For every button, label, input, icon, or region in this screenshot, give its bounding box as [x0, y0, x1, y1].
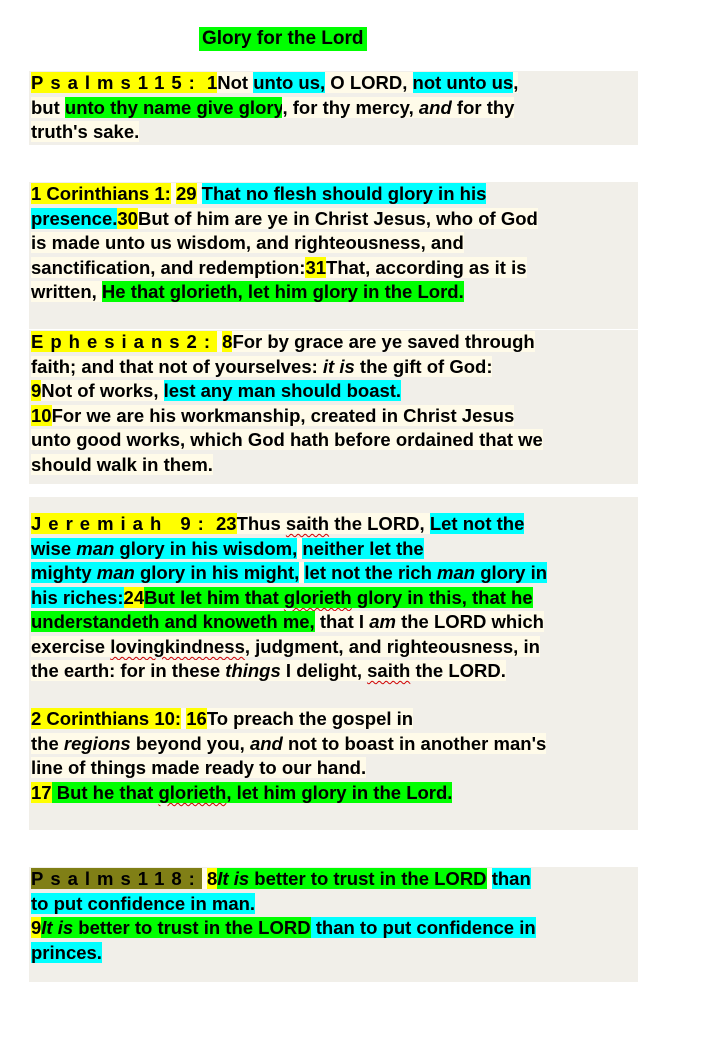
- verse-reference: 1 Corinthians 1:: [31, 183, 171, 204]
- verse-line: Jeremiah 9: 23Thus saith the LORD, Let not the: [31, 513, 525, 534]
- verse-number: 30: [117, 208, 138, 229]
- verse-line: the earth: for in these things I delight, saith the LORD.: [31, 660, 506, 681]
- verse-line: princes.: [31, 942, 102, 963]
- verse-number: 1: [206, 72, 218, 93]
- verse-line: line of things made ready to our hand.: [31, 757, 367, 778]
- verse-line: presence.30But of him are ye in Christ Jesus, who of God: [31, 208, 538, 229]
- page-title: Glory for the Lord: [199, 27, 367, 51]
- passage-ephesians-2: [29, 330, 638, 484]
- passage-psalms-115: [29, 71, 638, 145]
- verse-reference: Ephesians2:: [31, 331, 217, 352]
- passage-jeremiah-9: [29, 497, 638, 707]
- verse-number: 9: [31, 380, 42, 401]
- verse-line: 9Not of works, lest any man should boast.: [31, 380, 402, 401]
- verse-number: 23: [215, 513, 237, 534]
- verse-line: wise man glory in his wisdom, neither let the: [31, 538, 424, 559]
- verse-reference: 2 Corinthians 10:: [31, 708, 182, 729]
- verse-reference: Jeremiah 9:: [31, 513, 211, 534]
- verse-number: 17: [31, 782, 52, 803]
- passage-1-corinthians-1: [29, 182, 638, 329]
- passage-psalms-118: [29, 867, 638, 982]
- verse-number: 24: [123, 587, 145, 608]
- verse-number: 8: [222, 331, 233, 352]
- verse-line: is made unto us wisdom, and righteousness, and: [31, 232, 464, 253]
- verse-line: but unto thy name give glory, for thy mercy, and for thy: [31, 97, 515, 118]
- verse-line: exercise lovingkindness, judgment, and righteousness, in: [31, 636, 540, 657]
- verse-line: the regions beyond you, and not to boast in another man's: [31, 733, 547, 754]
- verse-line: 17 But he that glorieth, let him glory in the Lord.: [31, 782, 453, 803]
- verse-line: written, He that glorieth, let him glory in the Lord.: [31, 281, 464, 302]
- verse-line: truth's sake.: [31, 121, 140, 142]
- verse-number: 8: [206, 868, 218, 889]
- verse-line: to put confidence in man.: [31, 893, 256, 914]
- verse-number: 29: [175, 183, 197, 204]
- verse-line: sanctification, and redemption:31That, according as it is: [31, 257, 527, 278]
- verse-number: 9: [31, 917, 42, 938]
- verse-reference: Psalms118:: [31, 868, 202, 889]
- verse-number: 31: [305, 257, 327, 278]
- verse-line: 10For we are his workmanship, created in Christ Jesus: [31, 405, 515, 426]
- verse-line: Psalms115: 1Not unto us, O LORD, not unto us,: [31, 72, 519, 93]
- verse-number: 10: [31, 405, 52, 426]
- verse-line: 9It is better to trust in the LORD than to put confidence in: [31, 917, 536, 938]
- verse-line: Ephesians2: 8For by grace are ye saved through: [31, 331, 535, 352]
- verse-line: his riches:24But let him that glorieth glory in this, that he: [31, 587, 533, 608]
- verse-number: 16: [186, 708, 207, 729]
- passage-2-corinthians-10: [29, 707, 638, 830]
- verse-line: Psalms118: 8It is better to trust in the LORD than: [31, 868, 531, 889]
- verse-line: unto good works, which God hath before ordained that we: [31, 429, 543, 450]
- verse-line: faith; and that not of yourselves: it is the gift of God:: [31, 356, 493, 377]
- verse-line: understandeth and knoweth me, that I am the LORD which: [31, 611, 544, 632]
- verse-line: 1 Corinthians 1: 29 That no flesh should glory in his: [31, 183, 487, 204]
- verse-line: 2 Corinthians 10: 16To preach the gospel in: [31, 708, 414, 729]
- verse-line: should walk in them.: [31, 454, 213, 475]
- verse-reference: Psalms115:: [31, 72, 202, 93]
- verse-line: mighty man glory in his might, let not the rich man glory in: [31, 562, 548, 583]
